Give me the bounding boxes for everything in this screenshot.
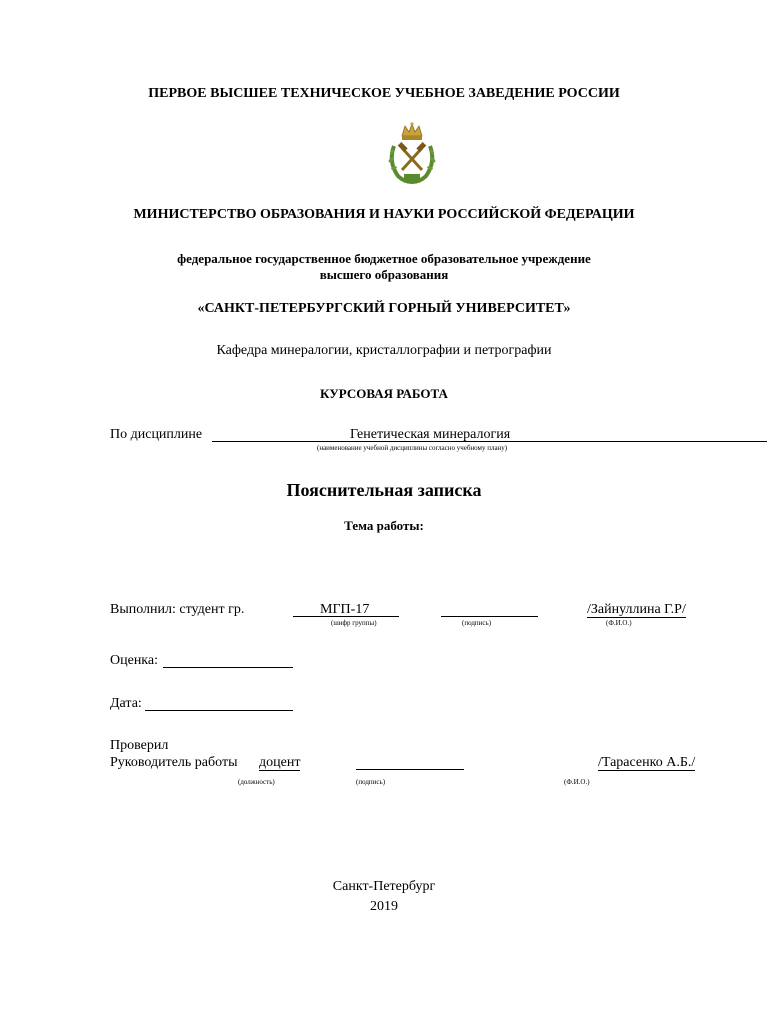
discipline-value: Генетическая минералогия	[350, 427, 511, 442]
student-name-caption: (Ф.И.О.)	[606, 619, 632, 627]
discipline-label: По дисциплине	[110, 427, 203, 442]
checked-label: Проверил	[110, 738, 169, 753]
department-line: Кафедра минералогии, кристаллографии и петрографии	[216, 343, 552, 358]
grade-label: Оценка:	[110, 653, 159, 668]
date-label: Дата:	[110, 696, 142, 711]
student-label: Выполнил: студент гр.	[110, 602, 245, 617]
student-signature-caption: (подпись)	[462, 619, 492, 627]
discipline-caption: (наименование учебной дисциплины согласно учебному плану)	[317, 444, 508, 452]
university-line: ПЕРВОЕ ВЫСШЕЕ ТЕХНИЧЕСКОЕ УЧЕБНОЕ ЗАВЕДЕНИЕ РОССИИ	[148, 86, 620, 101]
institution-type-line-1: федеральное государственное бюджетное образовательное учреждение	[177, 251, 591, 266]
supervisor-role-label: Руководитель работы	[110, 755, 238, 770]
group-caption: (шифр группы)	[331, 619, 377, 627]
footer-city: Санкт-Петербург	[332, 879, 436, 894]
university-name: «САНКТ-ПЕТЕРБУРГСКИЙ ГОРНЫЙ УНИВЕРСИТЕТ»	[197, 301, 571, 316]
supervisor-name: /Тарасенко А.Б./	[598, 755, 696, 770]
university-emblem	[384, 122, 440, 186]
topic-label: Тема работы:	[344, 518, 424, 533]
group-value: МГП-17	[320, 602, 370, 617]
student-signature-line	[441, 616, 538, 617]
supervisor-signature-caption: (подпись)	[356, 778, 386, 786]
supervisor-position: доцент	[259, 755, 301, 770]
work-type: КУРСОВАЯ РАБОТА	[320, 386, 448, 401]
footer-year: 2019	[370, 899, 398, 914]
document-title: Пояснительная записка	[286, 480, 482, 500]
ministry-line: МИНИСТЕРСТВО ОБРАЗОВАНИЯ И НАУКИ РОССИЙСКОЙ ФЕДЕРАЦИИ	[133, 207, 635, 222]
supervisor-position-caption: (должность)	[238, 778, 275, 786]
emblem-icon	[384, 122, 440, 186]
supervisor-name-caption: (Ф.И.О.)	[564, 778, 590, 786]
student-name: /Зайнуллина Г.Р/	[587, 602, 686, 617]
date-field[interactable]	[145, 710, 293, 711]
supervisor-signature-line	[356, 769, 464, 770]
grade-field[interactable]	[163, 667, 293, 668]
institution-type-line-2: высшего образования	[319, 267, 449, 282]
